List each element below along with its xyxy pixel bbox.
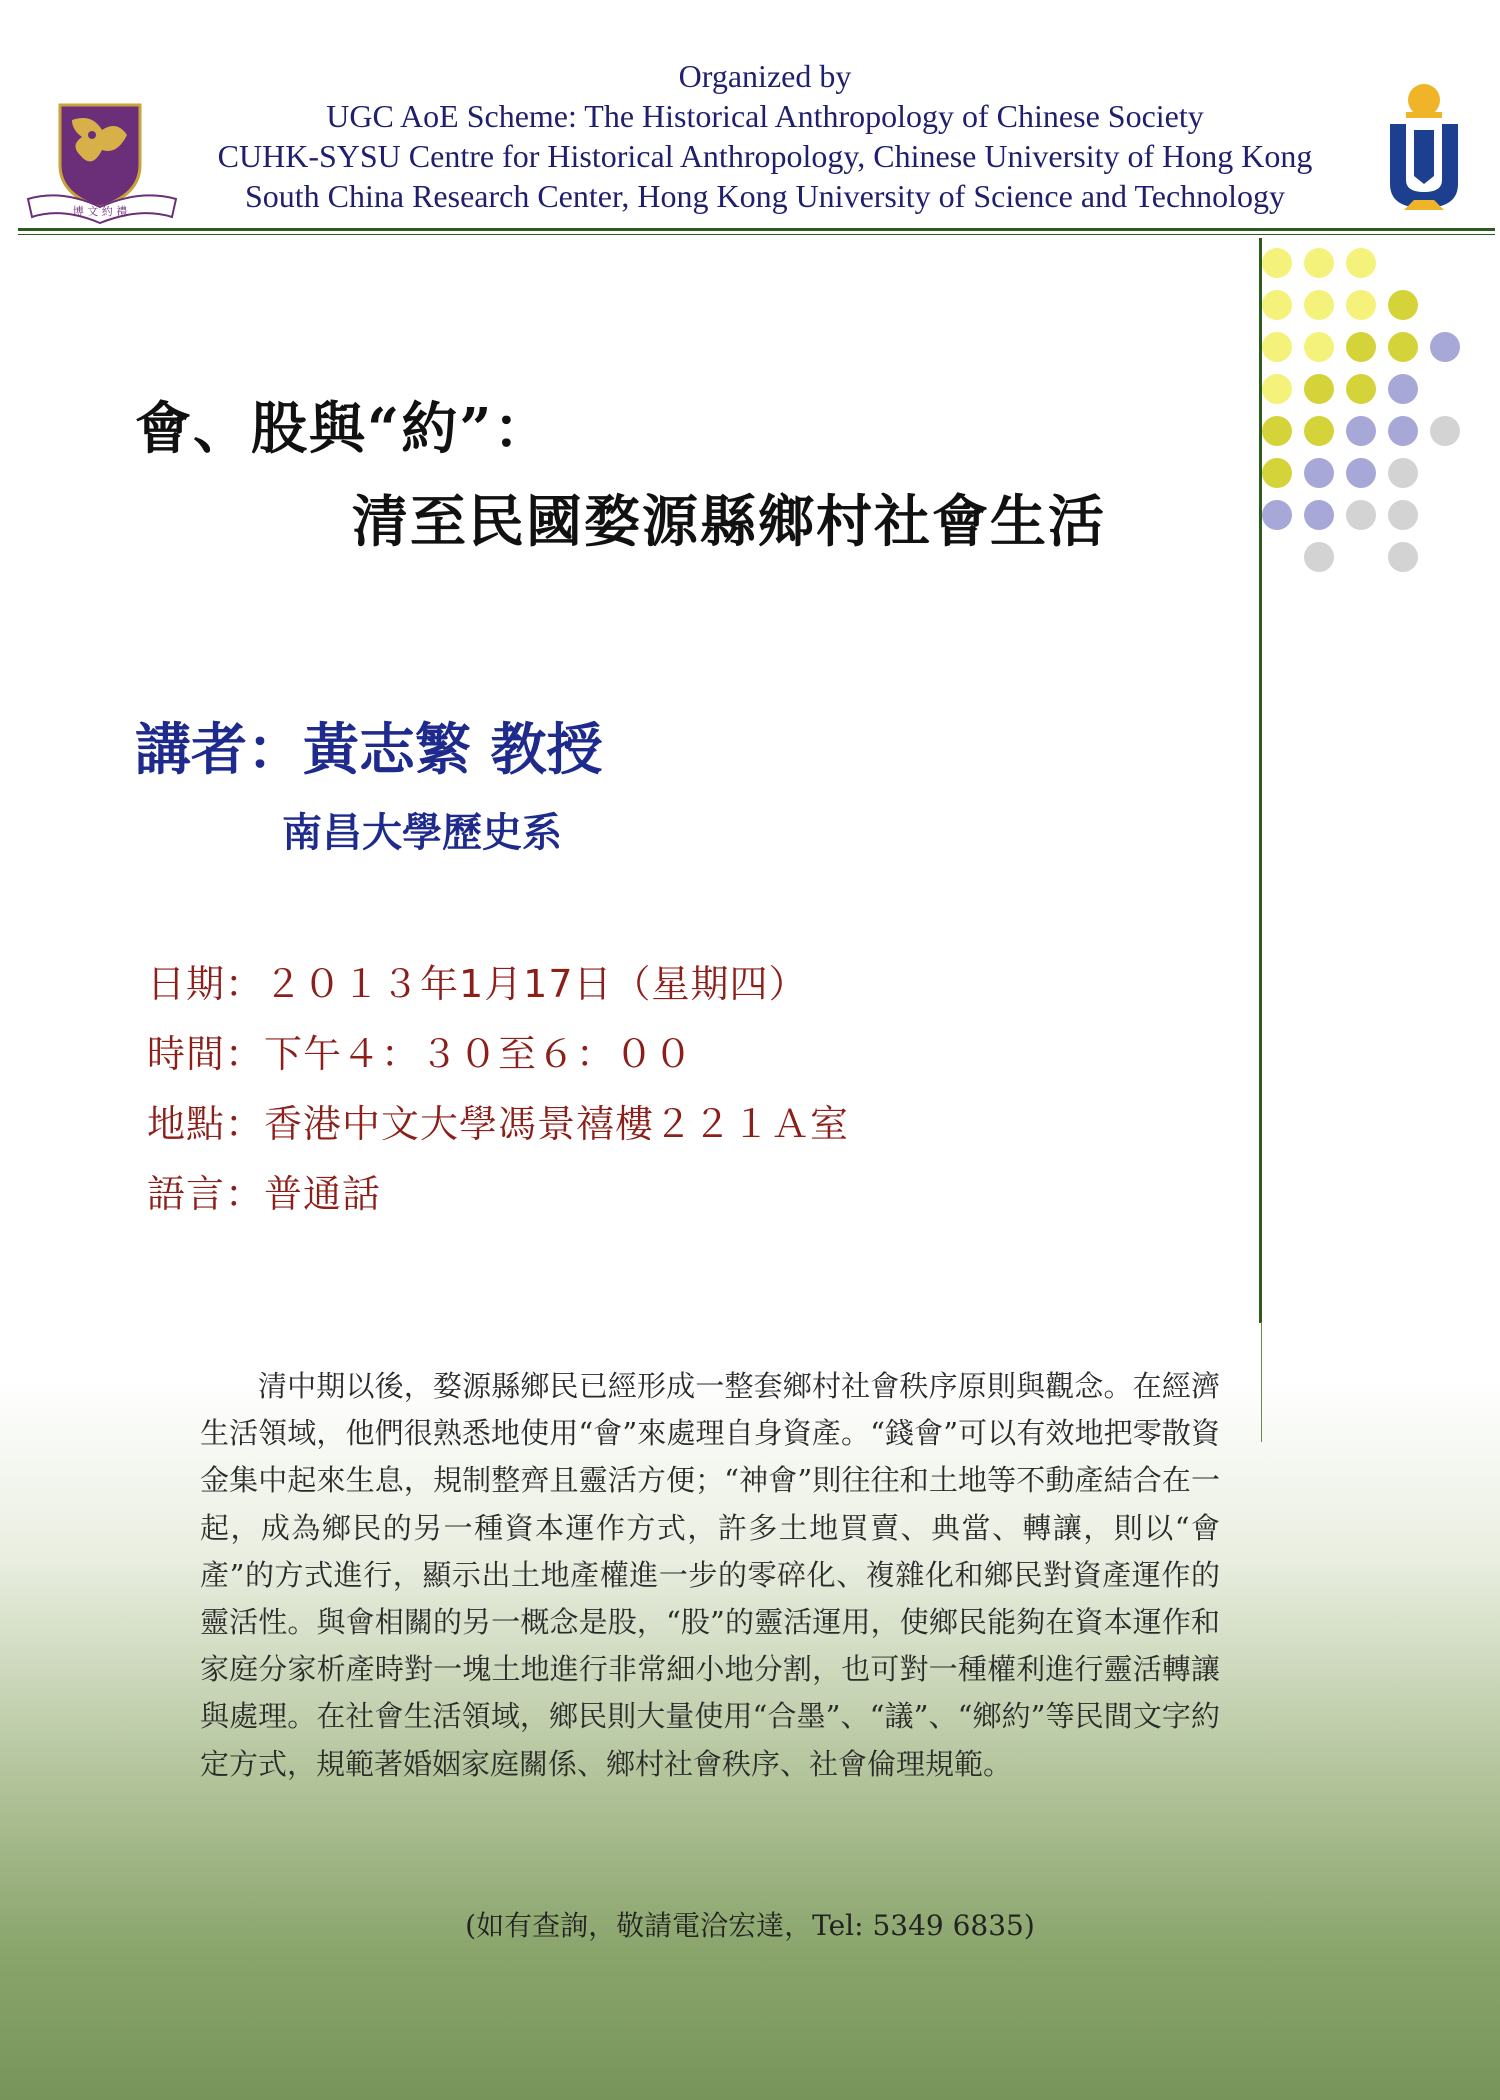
decorative-dot xyxy=(1304,332,1334,362)
decorative-dot xyxy=(1262,290,1292,320)
decorative-dot xyxy=(1430,332,1460,362)
decorative-dot xyxy=(1304,416,1334,446)
decorative-dot xyxy=(1304,290,1334,320)
decorative-dot xyxy=(1430,416,1460,446)
decorative-dot xyxy=(1346,416,1376,446)
title-line-1: 會、股與“約”： xyxy=(135,396,552,462)
speaker-label: 講者： xyxy=(135,717,303,783)
decorative-dot xyxy=(1346,500,1376,530)
organizer-lines xyxy=(140,56,1390,216)
speaker-affiliation: 南昌大學歷史系 xyxy=(282,809,562,856)
decorative-dot xyxy=(1262,500,1292,530)
hkust-logo xyxy=(1384,80,1464,220)
event-time: 時間：下午４：３０至６：００ xyxy=(147,1032,694,1076)
decorative-dot xyxy=(1304,458,1334,488)
decorative-dot xyxy=(1262,332,1292,362)
abstract-paragraph: 清中期以後，婺源縣鄉民已經形成一整套鄉村社會秩序原則與觀念。在經濟生活領域，他們很熟悉地使用“會”來處理自身資產。“錢會”可以有效地把零散資金集中起來生息，規制整齊且靈活方便；“神會”則往往和土地等不動產結合在一起，成為鄉民的另一種資本運作方式，許多土地買賣、典當、轉讓，則以“會產”的方式進行，顯示出土地產權進一步的零碎化、複雜化和鄉民對資產運作的靈活性。與會相關的另一概念是股，“股”的靈活運用，使鄉民能夠在資本運作和家庭分家析產時對一塊土地進行非常細小地分割，也可對一種權利進行靈活轉讓與處理。在社會生活領域，鄉民則大量使用“合墨”、“議”、“鄉約”等民間文字約定方式，規範著婚姻家庭關係、鄉村社會秩序、社會倫理規範。 xyxy=(200,1369,1220,1781)
organizer-header xyxy=(0,0,1500,236)
organizer-line-3: South China Research Center, Hong Kong University of Science and Technology xyxy=(244,178,1286,214)
decorative-dot xyxy=(1346,248,1376,278)
event-language: 語言：普通話 xyxy=(147,1172,382,1216)
header-divider xyxy=(18,228,1495,231)
decorative-dot xyxy=(1262,374,1292,404)
decorative-dot xyxy=(1388,416,1418,446)
organized-by-label: Organized by xyxy=(678,58,852,94)
contact-info: (如有查詢，敬請電洽宏達，Tel: 5349 6835) xyxy=(465,1909,1035,1942)
decorative-dot xyxy=(1388,290,1418,320)
decorative-dot xyxy=(1304,374,1334,404)
decorative-dot xyxy=(1346,332,1376,362)
abstract xyxy=(200,1363,1220,1788)
speaker-name: 黃志繁 教授 xyxy=(303,717,603,783)
decorative-dot xyxy=(1262,416,1292,446)
organizer-line-2: CUHK-SYSU Centre for Historical Anthropology, Chinese University of Hong Kong xyxy=(217,138,1313,174)
decorative-dot xyxy=(1388,374,1418,404)
decorative-dot xyxy=(1304,542,1334,572)
decorative-dot xyxy=(1346,458,1376,488)
decorative-dot xyxy=(1346,374,1376,404)
decorative-dot xyxy=(1346,290,1376,320)
speaker-line xyxy=(135,706,603,786)
decorative-dot xyxy=(1388,458,1418,488)
organizer-line-1: UGC AoE Scheme: The Historical Anthropology of Chinese Society xyxy=(326,98,1204,134)
svg-text:博 文 約 禮: 博 文 約 禮 xyxy=(72,205,128,218)
decorative-dot xyxy=(1388,332,1418,362)
event-date: 日期：２０１３年1月17日（星期四） xyxy=(147,962,808,1006)
decorative-dot-grid xyxy=(1260,248,1500,628)
title-line-2: 清至民國婺源縣鄉村社會生活 xyxy=(352,489,1106,555)
header-divider-thin xyxy=(18,234,1495,235)
decorative-dot xyxy=(1262,248,1292,278)
side-divider-tail xyxy=(1261,1322,1262,1442)
decorative-dot xyxy=(1388,542,1418,572)
decorative-dot xyxy=(1304,500,1334,530)
event-venue: 地點：香港中文大學馮景禧樓２２１Ａ室 xyxy=(147,1102,850,1146)
decorative-dot xyxy=(1262,458,1292,488)
decorative-dot xyxy=(1388,500,1418,530)
decorative-dot xyxy=(1304,248,1334,278)
